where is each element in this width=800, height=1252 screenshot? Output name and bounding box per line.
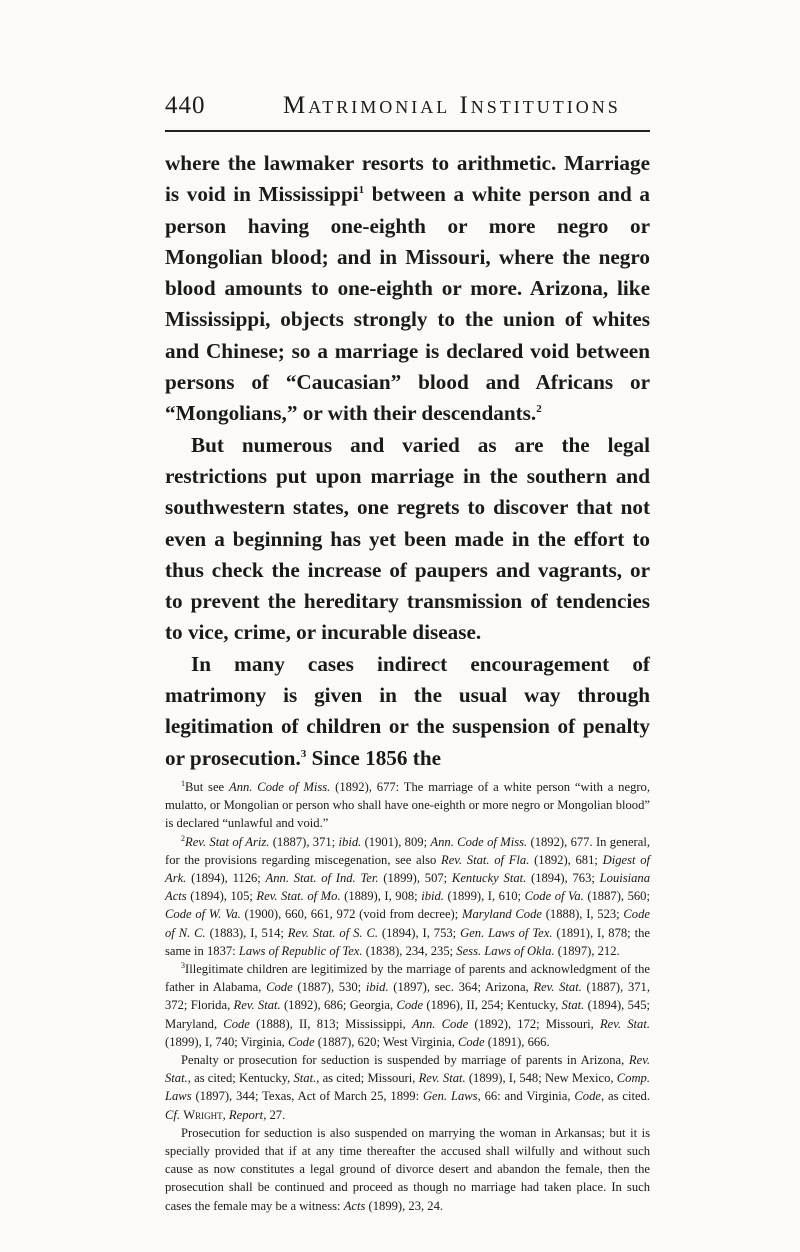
running-head: Matrimonial Institutions: [283, 92, 621, 119]
footnote-ref-1: 1: [358, 184, 365, 197]
footnote-1: $^1$But see Ann. Code of Miss. (1892), 677: The marriage of a white person “with a negro, mulatto, or Mongolian or person who shall have one-eighth or more negro or Mongolian blood” is declared “unlawful and void.”: [165, 778, 650, 831]
footnote-3: $^3$Illegitimate children are legitimized by the marriage of parents and acknowledgment of the father in Alabama, Code (1887), 530; ibid. (1897), sec. 364; Arizona, Rev. Stat. (1887), 371, 372; Florida, Rev. Stat. (1892), 686; Georgia, Code (1896), II, 254; Kentucky, Stat. (1894), 545; Maryland, Code (1888), II, 813; Mississippi, Ann. Code (1892), 172; Missouri, Rev. Stat. (1899), I, 740; Virginia, Code (1887), 620; West Virginia, Code (1891), 666.: [165, 960, 650, 1049]
paragraph-1: where the lawmaker resorts to arithmetic. Marriage is void in Mississippi$^1$ between a white person and a person having one-eighth or more negro or Mongolian blood; and in Missouri, where the negro blood amounts to one-eighth or more. Arizona, like Mississippi, objects strongly to the union of whites and Chinese; so a marriage is declared void between persons of “Caucasian” blood and Africans or “Mongolians,” or with their descendants.$^2$: [165, 151, 650, 426]
page-number: 440: [165, 92, 206, 119]
footnote-2: $^2$Rev. Stat of Ariz. (1887), 371; ibid. (1901), 809; Ann. Code of Miss. (1892), 677. In general, for the provisions regarding miscegenation, see also Rev. Stat. of Fla. (1892), 681; Digest of Ark. (1894), 1126; Ann. Stat. of Ind. Ter. (1899), 507; Kentucky Stat. (1894), 763; Louisiana Acts (1894), 105; Rev. Stat. of Mo. (1889), I, 908; ibid. (1899), I, 610; Code of Va. (1887), 560; Code of W. Va. (1900), 660, 661, 972 (void from decree); Maryland Code (1888), I, 523; Code of N. C. (1883), I, 514; Rev. Stat. of S. C. (1894), I, 753; Gen. Laws of Tex. (1891), I, 878; the same in 1837: Laws of Republic of Tex. (1838), 234, 235; Sess. Laws of Okla. (1897), 212.: [165, 833, 651, 958]
page-header: [165, 90, 650, 132]
main-text: [165, 148, 650, 774]
footnote-3-continued-seduction: Penalty or prosecution for seduction is suspended by marriage of parents in Arizona, Rev. Stat., as cited; Kentucky, Stat., as cited; Missouri, Rev. Stat. (1899), I, 548; New Mexico, Comp. Laws (1897), 344; Texas, Act of March 25, 1899: Gen. Laws, 66: and Virginia, Code, as cited. Cf. Wright, Report, 27.: [165, 1053, 651, 1122]
paragraph-3: In many cases indirect encouragement of matrimony is given in the usual way through legitimation of children or the suspension of penalty or prosecution.$^3$ Since 1856 the: [165, 651, 650, 770]
footnote-ref-3: 3: [300, 747, 307, 760]
footnotes: [165, 778, 650, 1215]
footnote-ref-2: 2: [536, 403, 542, 416]
paragraph-2: But numerous and varied as are the legal restrictions put upon marriage in the southern and southwestern states, one regrets to discover that not even a beginning has yet been made in the effort to thus check the increase of paupers and vagrants, or to prevent the hereditary transmission of tendencies to vice, crime, or incurable disease.: [165, 432, 650, 645]
footnote-3-continued-arkansas: Prosecution for seduction is also suspended on marrying the woman in Arkansas; but it is specially provided that if at any time thereafter the accused shall wilfully and without such cause as now constitutes a legal ground of divorce desert and abandon the female, then the prosecution shall be continued and proceed as though no marriage had taken place. In such cases the female may be a witness: Acts (1899), 23, 24.: [165, 1125, 650, 1213]
